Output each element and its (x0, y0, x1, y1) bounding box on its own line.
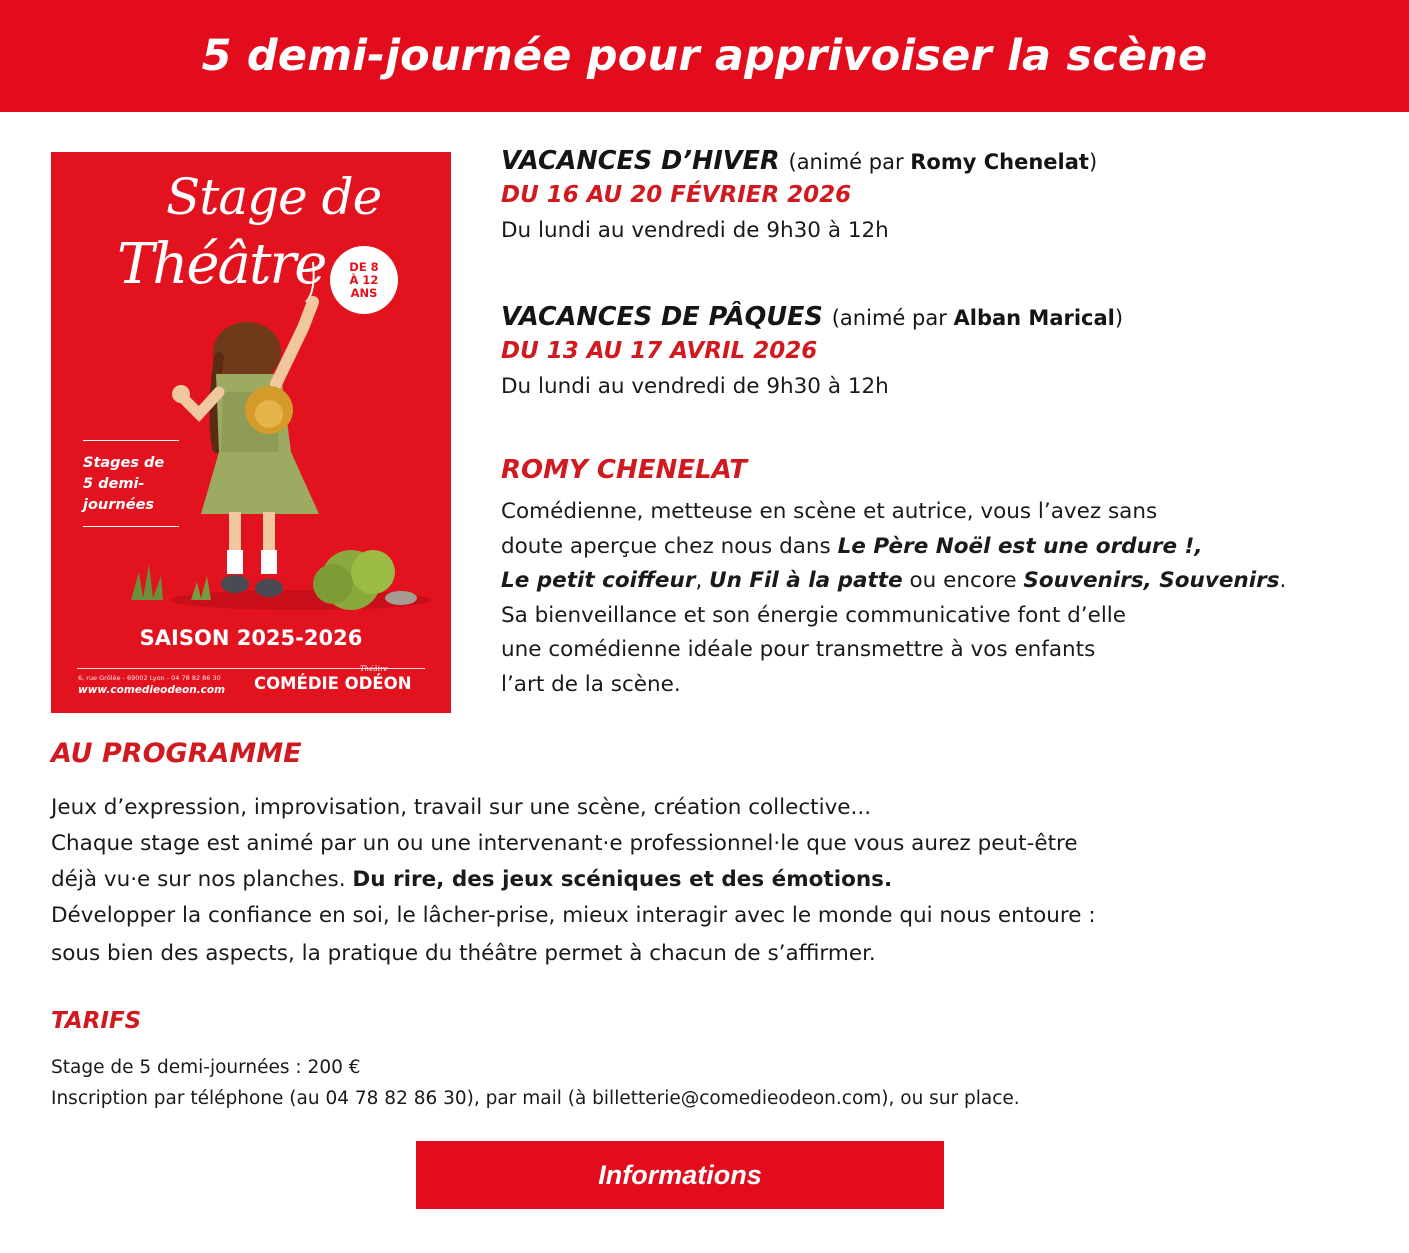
age-badge-line: ANS (350, 285, 378, 300)
bio-title: ROMY CHENELAT (501, 455, 747, 485)
instructor-suffix: ) (1088, 150, 1098, 174)
session-winter (501, 146, 1381, 243)
instructor-name: Romy Chenelat (910, 150, 1089, 174)
session-hours: Du lundi au vendredi de 9h30 à 12h (501, 374, 889, 399)
age-badge-line: DE 8 (349, 259, 379, 274)
poster-brand: COMÉDIE ODÉON (254, 674, 412, 693)
bio-text-segment: . (1279, 568, 1287, 593)
bio-line: une comédienne idéale pour transmettre à vos enfants (501, 637, 1096, 662)
informations-button[interactable]: Informations (416, 1141, 944, 1209)
program-line: Jeux d’expression, improvisation, travail sur une scène, création collective... (51, 795, 872, 820)
instructor-prefix: (animé par (831, 306, 954, 330)
bio-show-title: Souvenirs, Souvenirs (1023, 568, 1280, 593)
session-dates: DU 13 AU 17 AVRIL 2026 (501, 338, 818, 364)
session-easter (501, 302, 1381, 399)
poster-title-line2: Théâtre (117, 232, 326, 297)
bio-text (501, 495, 1381, 702)
session-instructor (832, 306, 1123, 330)
tarifs-line: Inscription par téléphone (au 04 78 82 86 30), par mail (à billetterie@comedieodeon.com), ou sur place. (51, 1088, 1020, 1109)
bio-show-title: Le petit coiffeur (501, 568, 696, 593)
stages-line: 5 demi- (83, 476, 145, 492)
session-name: VACANCES DE PÂQUES (501, 302, 823, 332)
age-badge-line: À 12 (349, 272, 379, 287)
page-title: 5 demi-journée pour apprivoiser la scène (201, 31, 1208, 81)
bio-text-segment: ou encore (902, 568, 1024, 593)
instructor-suffix: ) (1114, 306, 1124, 330)
stages-line: journées (83, 497, 155, 513)
bio-show-title: Le Père Noël est une ordure !, (837, 533, 1203, 559)
session-dates: DU 16 AU 20 FÉVRIER 2026 (501, 182, 852, 208)
instructor-prefix: (animé par (788, 150, 911, 174)
poster-image (51, 152, 451, 713)
poster-brand-small: Théâtre (360, 665, 388, 673)
program-line: Chaque stage est animé par un ou une intervenant·e professionnel·le que vous aurez peut-être (51, 831, 1078, 856)
bio-line: Sa bienveillance et son énergie communicative font d’elle (501, 602, 1126, 628)
poster-stages-text (83, 440, 179, 527)
program-title: AU PROGRAMME (51, 738, 302, 769)
tarifs-line: Stage de 5 demi-journées : 200 € (51, 1057, 361, 1078)
session-title (501, 302, 1381, 332)
bio-text-segment: , (695, 568, 710, 593)
session-name: VACANCES D’HIVER (501, 146, 780, 176)
program-line: sous bien des aspects, la pratique du théâtre permet à chacun de s’affirmer. (51, 941, 876, 966)
program-text (51, 790, 1371, 972)
bio-text-segment: doute aperçue chez nous dans (501, 533, 838, 559)
age-badge (330, 246, 398, 314)
bio-line: l’art de la scène. (501, 671, 681, 697)
bio-line (501, 564, 1381, 599)
program-line: Développer la confiance en soi, le lâcher-prise, mieux interagir avec le monde qui nous entoure : (51, 903, 1096, 928)
session-instructor (789, 150, 1098, 174)
program-line (51, 862, 1371, 898)
poster-website: www.comedieodeon.com (78, 684, 226, 696)
program-highlight: Du rire, des jeux scéniques et des émotions. (352, 867, 893, 892)
header-banner (0, 0, 1409, 112)
stages-line: Stages de (83, 455, 165, 471)
program-text-segment: déjà vu·e sur nos planches. (51, 867, 353, 892)
session-hours: Du lundi au vendredi de 9h30 à 12h (501, 218, 889, 243)
poster-season: SAISON 2025-2026 (139, 626, 363, 650)
bio-line (501, 530, 1381, 565)
instructor-name: Alban Marical (953, 306, 1115, 330)
tarifs-title: TARIFS (51, 1008, 142, 1034)
poster-address: 6, rue Grôlée - 69002 Lyon - 04 78 82 86 30 (78, 674, 221, 682)
session-title (501, 146, 1381, 176)
bio-show-title: Un Fil à la patte (709, 568, 903, 593)
poster-title-line1: Stage de (166, 168, 382, 226)
bio-line: Comédienne, metteuse en scène et autrice, vous l’avez sans (501, 499, 1158, 524)
tarifs-text (51, 1052, 1020, 1114)
